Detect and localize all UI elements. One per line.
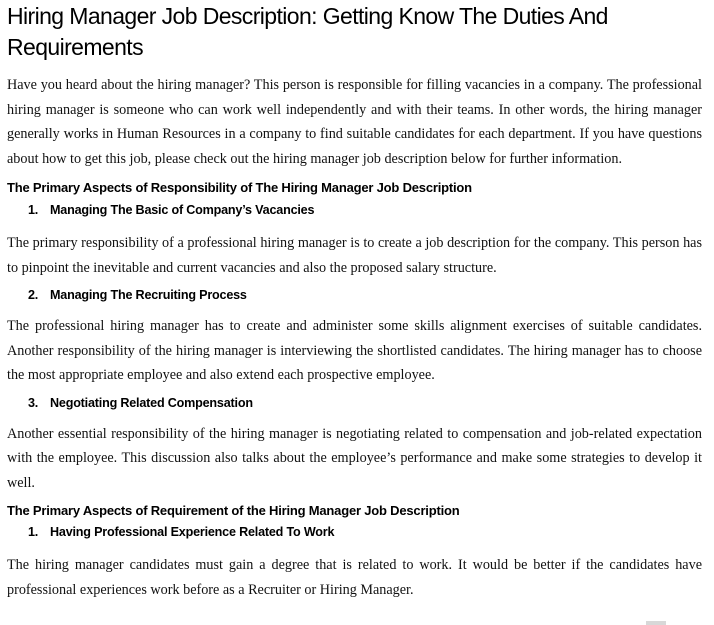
list-number: 3. [28,395,39,410]
subheading-label: Negotiating Related Compensation [50,395,253,410]
compensation-paragraph: Another essential responsibility of the hiring manager is negotiating related to compensation and job-related expectation with the employee. This discussion also talks about the employee’s performance and make some strategies to develop it well. [7,425,702,491]
page-title: Hiring Manager Job Description: Getting Know The Duties And Requirements [7,3,608,60]
subheading-experience [7,522,702,542]
section-heading-requirement: The Primary Aspects of Requirement of the Hiring Manager Job Description [7,503,460,518]
scrollbar-thumb[interactable] [646,621,666,625]
list-number: 2. [28,288,39,302]
intro-paragraph: Have you heard about the hiring manager? This person is responsible for filling vacancies in a company. The professional hiring manager is someone who can work well independently and with their teams. In other words, the hiring manager generally works in Human Resources in a company to find suitable candidates for each department. If you have questions about how to get this job, please check out the hiring manager job description below for further information. [7,77,702,167]
subheading-label: Managing The Recruiting Process [50,288,247,302]
subheading-label: Having Professional Experience Related To Work [50,525,335,539]
list-number: 1. [28,525,39,539]
experience-paragraph: The hiring manager candidates must gain a degree that is related to work. It would be better if the candidates have professional experiences work before as a Recruiter or Hiring Manager. [7,557,702,598]
subheading-recruiting [7,285,702,305]
section-heading-responsibility: The Primary Aspects of Responsibility of The Hiring Manager Job Description [7,180,472,195]
document [7,0,702,602]
subheading-label: Managing The Basic of Company’s Vacancies [50,203,315,217]
subheading-compensation [7,393,702,413]
list-number: 1. [28,203,39,217]
subheading-vacancies [7,200,702,220]
recruiting-paragraph: The professional hiring manager has to create and administer some skills alignment exercises of suitable candidates. Another responsibility of the hiring manager is interviewing the shortlisted candidates. The hiring manager has to choose the most appropriate employee and also extend each prospective employee. [7,318,702,383]
vacancies-paragraph: The primary responsibility of a professional hiring manager is to create a job description for the company. This person has to pinpoint the inevitable and current vacancies and also the proposed salary structure. [7,235,702,276]
